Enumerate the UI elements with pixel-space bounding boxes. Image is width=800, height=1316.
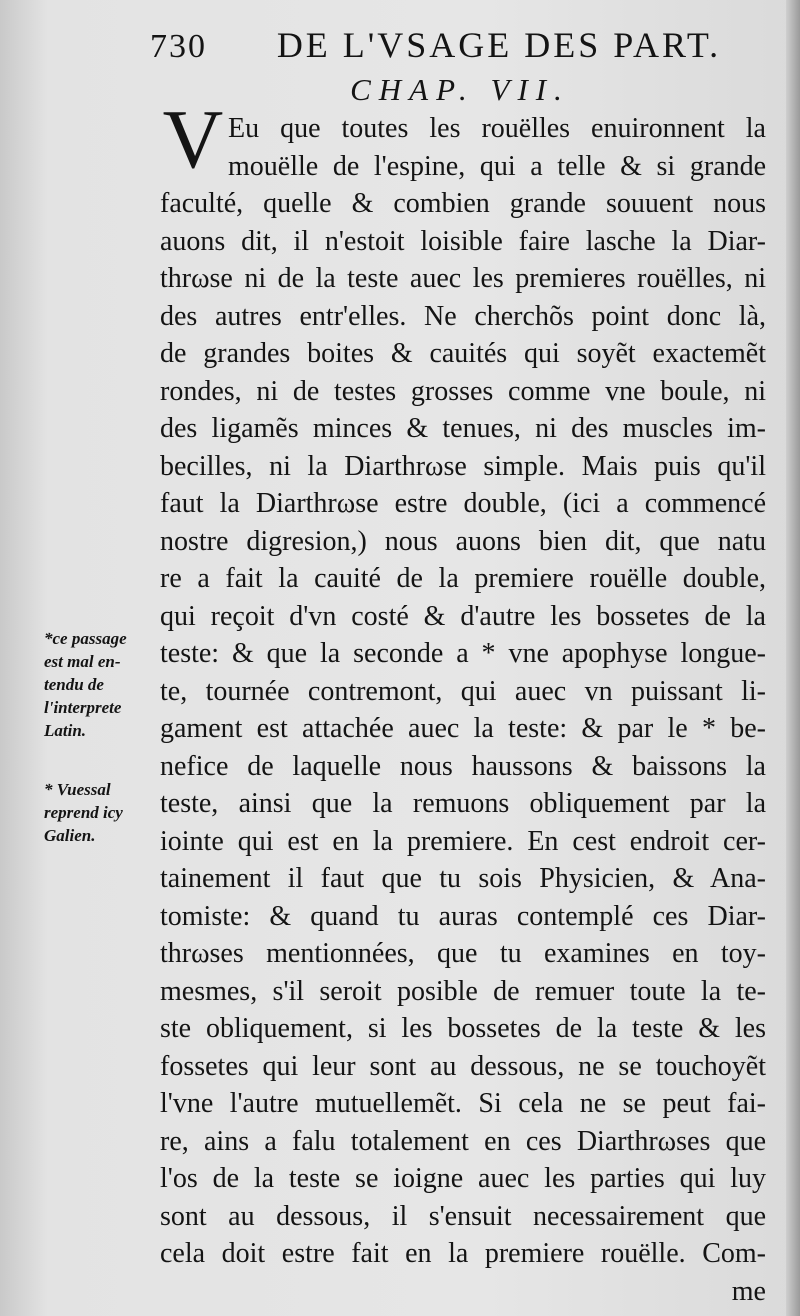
drop-cap: V <box>162 93 224 186</box>
margin-note-line: *ce passage <box>44 629 127 648</box>
text-line: tomiste: & quand tu auras contemplé ces Diar- <box>160 900 766 932</box>
text-line: sont au dessous, il s'ensuit necessairement que <box>160 1200 766 1232</box>
text-line: des ligamẽs minces & tenues, ni des muscles im- <box>160 413 766 444</box>
text-line: thrωse ni de la teste auec les premieres rouëlles, ni <box>160 263 766 294</box>
text-line: fossetes qui leur sont au dessous, ne se touchoyẽt <box>160 1050 766 1082</box>
margin-note-line: * Vuessal <box>44 780 111 799</box>
text-line: nefice de laquelle nous haussons & baissons la <box>160 750 766 782</box>
margin-note-line: Galien. <box>44 826 96 845</box>
text-line: l'os de la teste se ioigne auec les parties qui luy <box>160 1163 766 1194</box>
text-line: gament est attachée auec la teste: & par le * be- <box>160 713 766 744</box>
margin-note-line: l'interprete <box>44 698 122 717</box>
text-line: de grandes boites & cauités qui soyẽt exactemẽt <box>160 338 766 369</box>
text-line: iointe qui est en la premiere. En cest endroit cer- <box>160 825 766 857</box>
catchword: me <box>731 1275 766 1307</box>
margin-note-passage <box>44 627 156 742</box>
text-line: mesmes, s'il seroit posible de remuer toute la te- <box>160 975 766 1007</box>
text-line: l'vne l'autre mutuellemẽt. Si cela ne se peut fai- <box>160 1088 766 1119</box>
running-title: DE L'VSAGE DES PART. <box>276 25 722 65</box>
running-header <box>150 24 770 68</box>
text-line: des autres entr'elles. Ne cherchõs point donc là, <box>160 300 766 332</box>
text-line: thrωses mentionnées, que tu examines en toy- <box>160 938 766 969</box>
margin-note-line: tendu de <box>44 675 104 694</box>
margin-note-line: reprend icy <box>44 803 123 822</box>
text-line: becilles, ni la Diarthrωse simple. Mais puis qu'il <box>160 450 766 482</box>
text-line: qui reçoit d'vn costé & d'autre les bossetes de la <box>160 600 766 632</box>
text-line: faut la Diarthrωse estre double, (ici a commencé <box>160 488 766 519</box>
text-line: re, ains a falu totalement en ces Diarthrωses que <box>160 1125 766 1157</box>
text-line: nostre digresion,) nous auons bien dit, que natu <box>160 525 766 557</box>
text-line: Eu que toutes les rouëlles enuironnent la <box>228 113 766 144</box>
page-number: 730 <box>150 28 207 65</box>
margin-note-line: est mal en- <box>44 652 121 671</box>
text-line: te, tournée contremont, qui auec vn puissant li- <box>160 675 766 707</box>
text-line: tainement il faut que tu sois Physicien, & Ana- <box>160 863 766 894</box>
text-line: teste, ainsi que la remuons obliquement par la <box>160 788 766 819</box>
text-line: mouëlle de l'espine, qui a telle & si grande <box>228 150 766 182</box>
page-gutter <box>786 0 800 1316</box>
text-line: ste obliquement, si les bossetes de la teste & les <box>160 1013 766 1044</box>
text-line: teste: & que la seconde a * vne apophyse longue- <box>160 638 766 669</box>
text-line: faculté, quelle & combien grande souuent nous <box>160 188 766 219</box>
text-line: re a fait la cauité de la premiere rouëlle double, <box>160 563 766 594</box>
text-line: rondes, ni de testes grosses comme vne boule, ni <box>160 375 766 407</box>
margin-note-vuessal <box>44 778 156 847</box>
chapter-heading: CHAP. VII. <box>350 72 570 107</box>
margin-note-line: Latin. <box>44 721 87 740</box>
text-line: cela doit estre fait en la premiere rouëlle. Com- <box>160 1238 766 1269</box>
text-line: auons dit, il n'estoit loisible faire lasche la Diar- <box>160 225 766 257</box>
body-text <box>160 110 766 1310</box>
